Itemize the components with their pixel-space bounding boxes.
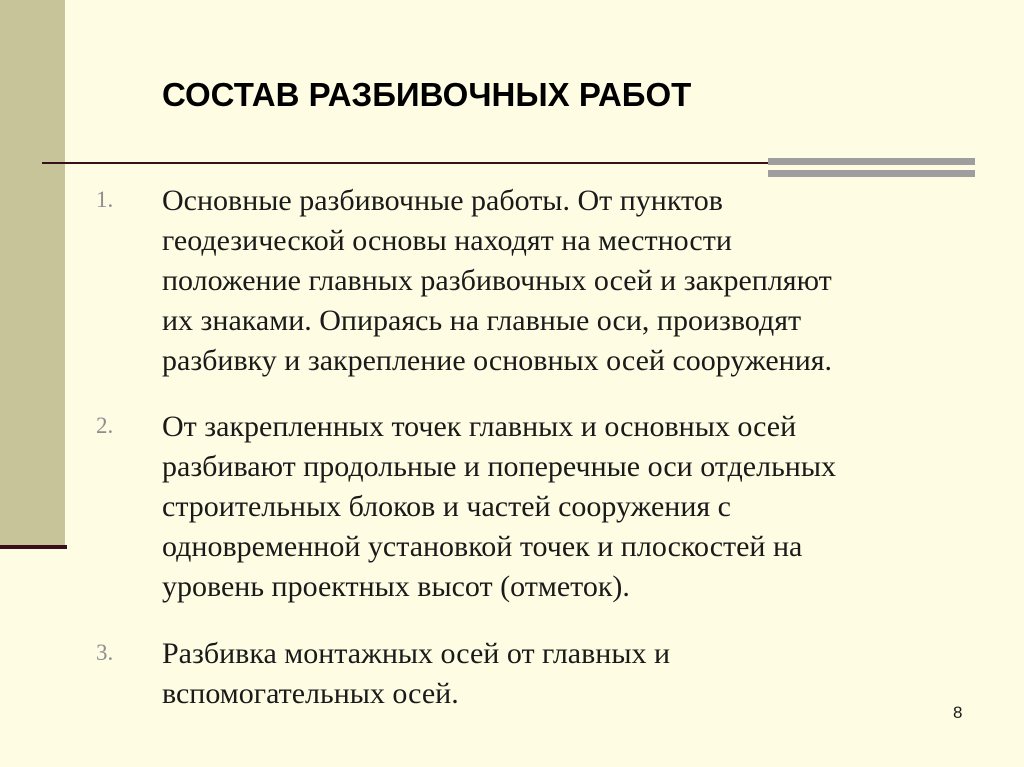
list-item [0,634,1024,714]
list-item [0,407,1024,607]
page-number: 8 [953,703,963,722]
list-item-text: Основные разбивочные работы. От пунктов геодезической основы находят на местности положение главных разбивочных осей и закрепляют их знаками. Опираясь на главные оси, производят разбивку и закрепление основных осей сооружения. [162,184,833,377]
list-item [0,181,1024,381]
list-item-number: 3. [96,640,114,665]
list-item-text: Разбивка монтажных осей от главных и вспомогательных осей. [162,637,671,710]
accent-bar-bottom [768,170,975,177]
list-item-text: От закрепленных точек главных и основных осей разбивают продольные и поперечные оси отдельных строительных блоков и частей сооружения с одновременной установкой точек и плоскостей на уровень проектных высот (отметок). [162,410,836,603]
list-item-number: 1. [96,187,114,212]
slide-title: СОСТАВ РАЗБИВОЧНЫХ РАБОТ [162,76,692,113]
numbered-list [0,181,1024,714]
list-item-number: 2. [96,413,114,438]
accent-bar-top [768,158,975,165]
